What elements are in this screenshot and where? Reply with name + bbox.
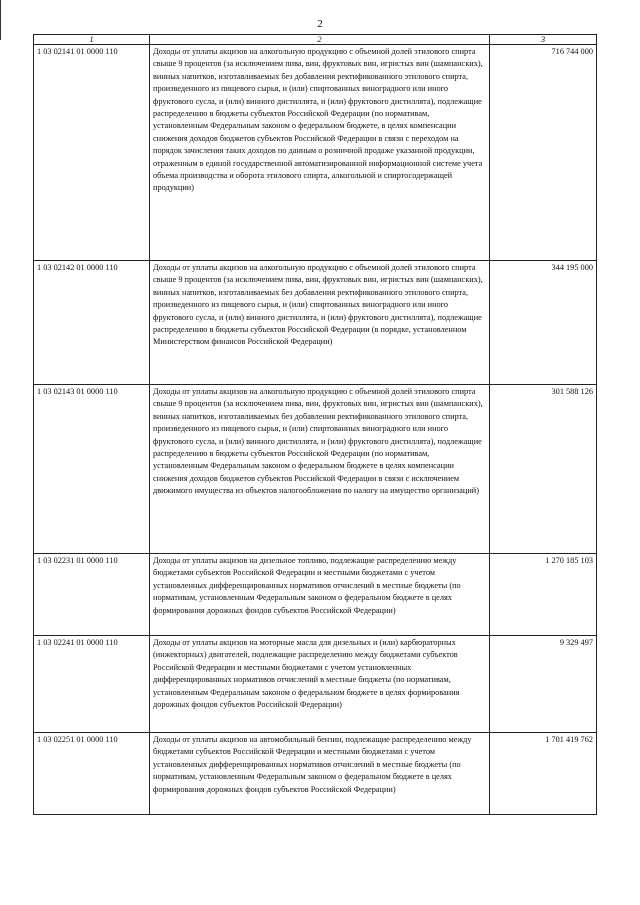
table-row bbox=[34, 385, 597, 554]
income-description: Доходы от уплаты акцизов на дизельное топливо, подлежащие распределению между бюджетами субъектов Российской Федерации и местными бюджетами с учетом установленных дифференцированных нормативов отчислений в местные бюджеты (по нормативам, установленным Федеральным законом о федеральном бюджете в целях формирования дорожных фондов субъектов Российской Федерации) bbox=[150, 554, 490, 636]
income-amount: 1 270 185 103 bbox=[490, 554, 597, 636]
budget-code: 1 03 02141 01 0000 110 bbox=[34, 45, 150, 261]
income-description: Доходы от уплаты акцизов на алкогольную продукцию с объемной долей этилового спирта свыше 9 процентов (за исключением пива, вин, фруктовых вин, игристых вин (шампанских), винных напитков, изготавливаемых без добавления ректификованного этилового спирта, произведенного из пищевого сырья, и (или) спиртованных виноградного или иного фруктового сусла, и (или) винного дистиллята, и (или) фруктового дистиллята), подлежащие распределению в бюджеты субъектов Российской Федерации (по нормативам, установленным Федеральным законом о федеральном бюджете, в целях компенсации снижения доходов бюджетов субъектов Российской Федерации в связи с переходом на порядок зачисления таких доходов по данным о розничной продаже указанной продукции, отраженным в единой государственной автоматизированной информационной системе учета объема производства и оборота этилового спирта, алкогольной и спиртосодержащей продукции) bbox=[150, 45, 490, 261]
budget-code: 1 03 02241 01 0000 110 bbox=[34, 636, 150, 733]
column-number: 2 bbox=[150, 35, 490, 45]
income-amount: 301 588 126 bbox=[490, 385, 597, 554]
budget-code: 1 03 02231 01 0000 110 bbox=[34, 554, 150, 636]
page-number: 2 bbox=[317, 18, 323, 30]
income-amount: 9 329 497 bbox=[490, 636, 597, 733]
income-description: Доходы от уплаты акцизов на автомобильный бензин, подлежащие распределению между бюджетами субъектов Российской Федерации и местными бюджетами с учетом установленных дифференцированных нормативов отчислений в местные бюджеты (по нормативам, установленным Федеральным законом о федеральном бюджете в целях формирования дорожных фондов субъектов Российской Федерации) bbox=[150, 733, 490, 815]
column-number-row bbox=[34, 35, 597, 45]
table-row bbox=[34, 261, 597, 385]
income-description: Доходы от уплаты акцизов на моторные масла для дизельных и (или) карбюраторных (инжекторных) двигателей, подлежащие распределению между бюджетами субъектов Российской Федерации и местными бюджетами с учетом установленных дифференцированных нормативов отчислений в местные бюджеты (по нормативам, установленным Федеральным законом о федеральном бюджете в целях формирования дорожных фондов субъектов Российской Федерации) bbox=[150, 636, 490, 733]
budget-code: 1 03 02142 01 0000 110 bbox=[34, 261, 150, 385]
income-amount: 716 744 000 bbox=[490, 45, 597, 261]
income-amount: 344 195 000 bbox=[490, 261, 597, 385]
budget-code: 1 03 02143 01 0000 110 bbox=[34, 385, 150, 554]
income-description: Доходы от уплаты акцизов на алкогольную продукцию с объемной долей этилового спирта свыше 9 процентов (за исключением пива, вин, фруктовых вин, игристых вин (шампанских), винных напитков, изготавливаемых без добавления ректификованного этилового спирта, произведенного из пищевого сырья, и (или) спиртованных виноградного или иного фруктового сусла, и (или) винного дистиллята, и (или) фруктового дистиллята), подлежащие распределению в бюджеты субъектов Российской Федерации (по нормативам, установленным Федеральным законом о федеральном бюджете в целях компенсации снижения доходов бюджетов субъектов Российской Федерации в связи с исключением движимого имущества из объектов налогообложения по налогу на имущество организаций) bbox=[150, 385, 490, 554]
column-number: 1 bbox=[34, 35, 150, 45]
column-number: 3 bbox=[490, 35, 597, 45]
income-description: Доходы от уплаты акцизов на алкогольную продукцию с объемной долей этилового спирта свыше 9 процентов (за исключением пива, вин, фруктовых вин, игристых вин (шампанских), винных напитков, изготавливаемых без добавления ректификованного этилового спирта, произведенного из пищевого сырья, и (или) спиртованных виноградного или иного фруктового сусла, и (или) винного дистиллята, и (или) фруктового дистиллята), подлежащие распределению в бюджеты субъектов Российской Федерации (в порядке, установленном Министерством финансов Российской Федерации) bbox=[150, 261, 490, 385]
table-row bbox=[34, 45, 597, 261]
revenue-table bbox=[33, 34, 597, 815]
table-row bbox=[34, 636, 597, 733]
table-row bbox=[34, 554, 597, 636]
table-row bbox=[34, 733, 597, 815]
budget-code: 1 03 02251 01 0000 110 bbox=[34, 733, 150, 815]
income-amount: 1 701 419 762 bbox=[490, 733, 597, 815]
